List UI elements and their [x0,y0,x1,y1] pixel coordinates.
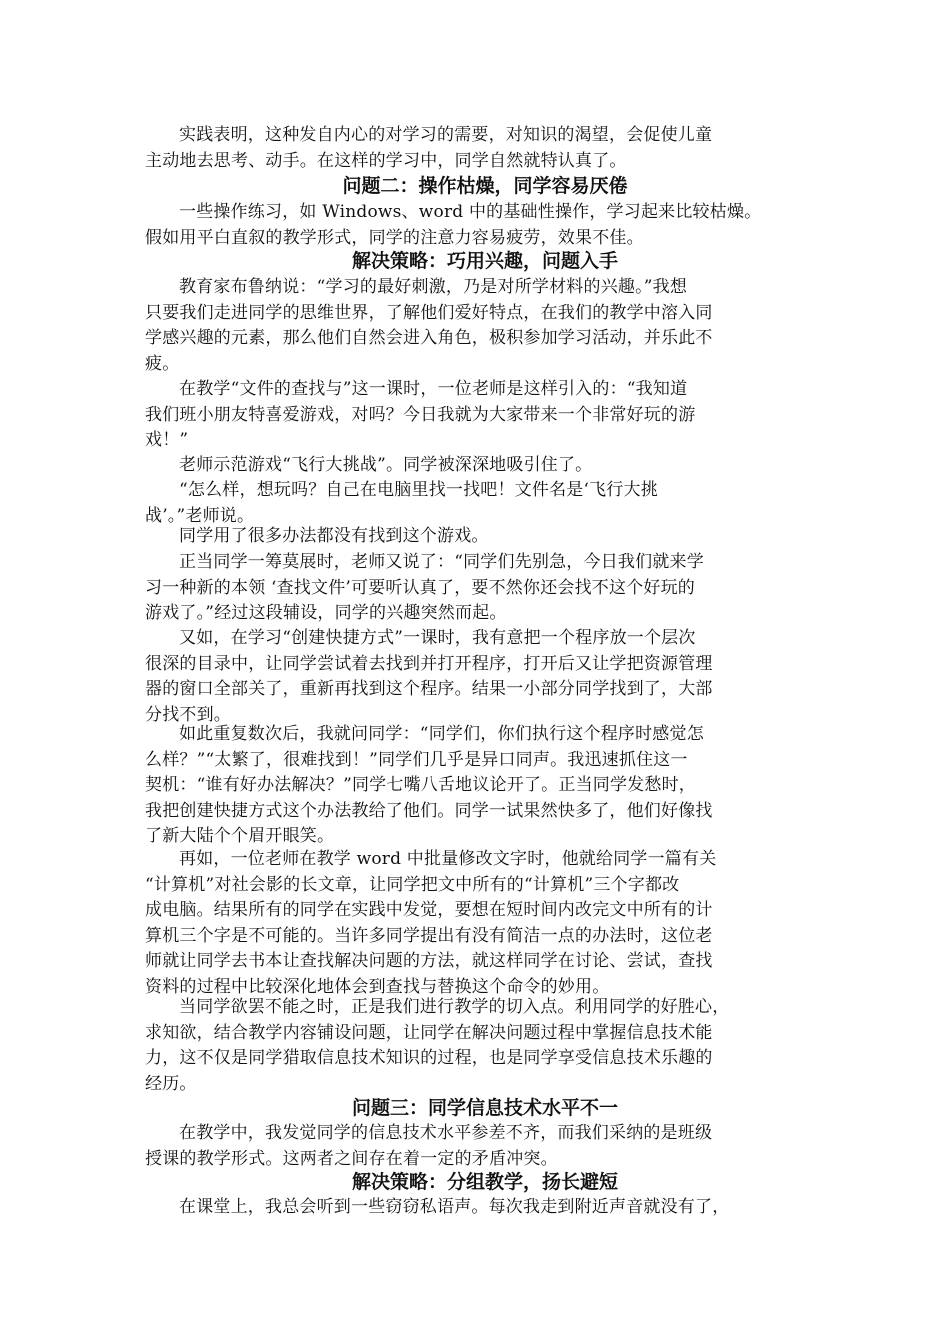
paragraph [145,275,825,377]
paragraph [145,722,825,850]
heading-problem-two: 问题二：操作枯燥，同学容易厌倦 [342,175,628,197]
text-line: 当同学欲罢不能之时，正是我们进行教学的切入点。利用同学的好胜心， [179,997,730,1017]
text-line: 很深的目录中，让同学尝试着去找到并打开程序，打开后又让学把资源管理 [145,653,713,674]
text-line: 如此重复数次后，我就问同学：“同学们，你们执行这个程序时感觉怎 [179,724,704,744]
text-line: 契机：“谁有好办法解决？”同学七嘴八舌地议论开了。正当同学发愁时， [145,775,696,796]
text-line: 游戏了。”经过这段辅设，同学的兴趣突然而起。 [145,603,507,624]
text-line: 么样？”“太繁了，很难找到！”同学们几乎是异口同声。我迅速抓住这一 [145,749,688,770]
section-heading [145,174,825,199]
paragraph [145,524,825,550]
text-line: 一些操作练习，如 Windows、word 中的基础性操作，学习起来比较枯燥。 [179,202,762,222]
text-line: 再如，一位老师在教学 word 中批量修改文字时，他就给同学一篇有关 [179,849,717,869]
text-line: 战’。”老师说。 [145,505,255,526]
text-line: 器的窗口全部关了，重新再找到这个程序。结果一小部分同学找到了，大部 [145,679,713,700]
text-line: 我把创建快捷方式这个办法教给了他们。同学一试果然快多了，他们好像找 [145,800,713,821]
text-line: 主动地去思考、动手。在这样的学习中，同学自然就特认真了。 [145,150,627,171]
paragraph [145,995,825,1097]
section-heading [145,1096,825,1121]
paragraph [145,847,825,1001]
paragraph [145,478,825,529]
heading-strategy-group: 解决策略：分组教学，扬长避短 [351,1171,618,1193]
text-line: “计算机”对社会影的长文章，让同学把文中所有的“计算机”三个字都改 [145,874,680,895]
text-line: 经历。 [145,1073,197,1094]
text-line: 在课堂上，我总会听到一些窃窃私语声。每次我走到附近声音就没有了， [179,1197,730,1217]
text-line: 在教学“文件的查找与”这一课时，一位老师是这样引入的：“我知道 [179,379,688,399]
text-line: 实践表明，这种发自内心的对学习的需要，对知识的渴望，会促使儿童 [179,125,713,145]
heading-problem-three: 问题三：同学信息技术水平不一 [351,1097,618,1119]
text-line: 又如，在学习“创建快捷方式”一课时，我有意把一个程序放一个层次 [179,628,696,648]
text-line: 疲。 [145,353,180,374]
paragraph [145,626,825,728]
text-line: 了新大陆个个眉开眼笑。 [145,826,335,847]
paragraph [145,1121,825,1172]
text-line: 我们班小朋友特喜爱游戏，对吗？今日我就为大家带来一个非常好玩的游 [145,404,696,425]
paragraph [145,377,825,454]
text-line: 在教学中，我发觉同学的信息技术水平参差不齐，而我们采纳的是班级 [179,1123,713,1143]
text-line: 假如用平白直叙的教学形式，同学的注意力容易疲劳，效果不佳。 [145,227,644,248]
text-line: 只要我们走进同学的思维世界，了解他们爱好特点，在我们的教学中溶入同 [145,302,713,323]
text-line: 老师示范游戏“飞行大挑战”。同学被深深地吸引住了。 [179,455,593,475]
paragraph [145,453,825,479]
text-line: 戏！” [145,430,189,451]
paragraph [145,200,825,251]
text-line: 成电脑。结果所有的同学在实践中发觉，要想在短时间内改完文中所有的计 [145,900,713,921]
text-line: 算机三个字是不可能的。当许多同学提出有没有简洁一点的办法时，这位老 [145,925,713,946]
section-heading [145,1170,825,1195]
heading-strategy-interest: 解决策略：巧用兴趣，问题入手 [351,250,618,272]
text-line: 资料的过程中比较深化地体会到查找与替换这个命令的妙用。 [145,976,610,997]
text-line: 授课的教学形式。这两者之间存在着一定的矛盾冲突。 [145,1148,558,1169]
text-line: 教育家布鲁纳说：“学习的最好刺激，乃是对所学材料的兴趣。”我想 [179,277,688,297]
text-line: 学感兴趣的元素，那么他们自然会进入角色，极积参加学习活动，并乐此不 [145,328,713,349]
section-heading [145,249,825,274]
text-line: 力，这不仅是同学猎取信息技术知识的过程，也是同学享受信息技术乐趣的 [145,1048,713,1069]
text-line: 正当同学一筹莫展时，老师又说了：“同学们先别急，今日我们就来学 [179,552,704,572]
text-line: 分找不到。 [145,704,231,725]
text-line: 师就让同学去书本让查找解决问题的方法，就这样同学在讨论、尝试，查找 [145,951,713,972]
paragraph [145,1195,825,1221]
paragraph [145,550,825,627]
text-line: “怎么样，想玩吗？自己在电脑里找一找吧！文件名是‘飞行大挑 [179,480,658,500]
text-line: 习一种新的本领 ‘查找文件’可要听认真了，要不然你还会找不这个好玩的 [145,577,696,598]
text-line: 同学用了很多办法都没有找到这个游戏。 [179,526,489,546]
text-line: 求知欲，结合教学内容铺设问题，让同学在解决问题过程中掌握信息技术能 [145,1022,713,1043]
paragraph [145,123,825,174]
